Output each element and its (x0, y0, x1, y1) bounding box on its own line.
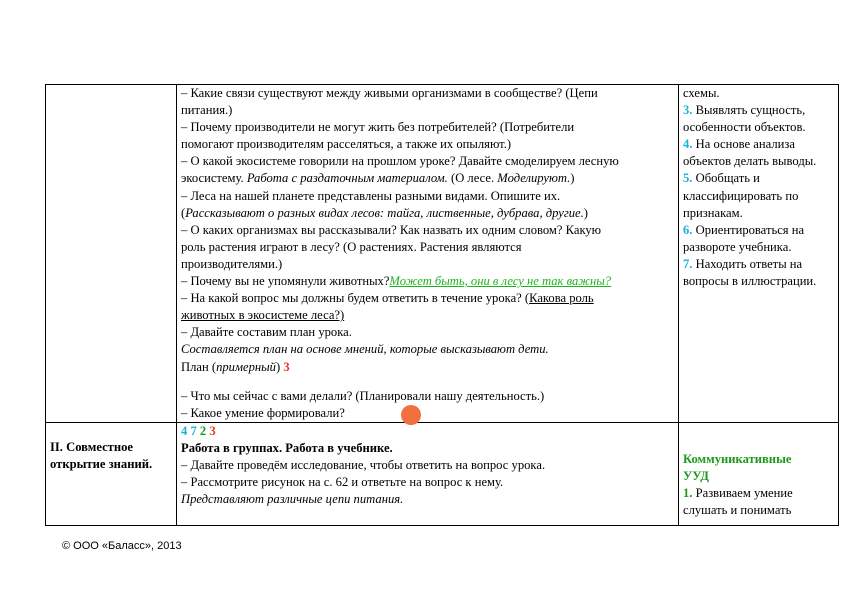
uud-cell (679, 422, 839, 525)
list-item: 4. На основе анализа (683, 137, 795, 152)
text-line: экосистему. Работа с раздаточным материалом. (О лесе. Моделируют.) (181, 171, 575, 186)
text-line: помогают производителям расселяться, а также их опыляют.) (181, 137, 512, 152)
text-line: – Почему вы не упомянули животных?Может быть, они в лесу не так важны? (181, 274, 612, 289)
text-line: – Рассмотрите рисунок на с. 62 и ответьте на вопрос к нему. (181, 475, 504, 490)
text-line: – Какие связи существуют между живыми организмами в сообществе? (Цепи (181, 86, 598, 100)
step-number: 3 (283, 359, 290, 374)
text-line: (Рассказывают о разных видах лесов: тайга, лиственные, дубрава, другие.) (181, 205, 588, 220)
text-line: вопросы в иллюстрации. (683, 274, 817, 289)
uud-heading: УУД (683, 468, 709, 483)
text-line: признакам. (683, 205, 743, 220)
text-line: классифицировать по (683, 188, 799, 203)
section-heading: Работа в группах. Работа в учебнике. (181, 440, 393, 455)
text-line: – На какой вопрос мы должны будем ответить в течение урока? (Какова роль (181, 291, 594, 306)
list-item: 3. Выявлять сущность, (683, 103, 806, 118)
text-line: – Что мы сейчас с вами делали? (Планировали нашу деятельность.) (181, 388, 545, 403)
text-line: – Давайте проведём исследование, чтобы ответить на вопрос урока. (181, 457, 546, 472)
text-line: – О какой экосистеме говорили на прошлом уроке? Давайте смоделируем лесную (181, 154, 619, 169)
text-line: объектов делать выводы. (683, 154, 817, 169)
text-line: производителями.) (181, 256, 283, 271)
green-question: Может быть, они в лесу не так важны? (389, 274, 612, 289)
text-line: – Почему производители не могут жить без потребителей? (Потребители (181, 120, 575, 135)
text-line: развороте учебника. (683, 239, 792, 254)
text-line: План (примерный) 3 (181, 359, 290, 374)
text-line: животных в экосистеме леса?) (181, 308, 345, 323)
uud-cell (679, 85, 839, 423)
text-line: слушать и понимать (683, 503, 792, 518)
text-line: схемы. (683, 86, 720, 100)
stage-cell (46, 422, 177, 525)
text-line: питания.) (181, 103, 233, 118)
uud-heading: Коммуникативные (683, 451, 792, 466)
orange-dot-marker (401, 405, 421, 425)
text-line: – Леса на нашей планете представлены разными видами. Опишите их. (181, 188, 561, 203)
table-row (46, 85, 839, 423)
step-numbers: 4 7 2 3 (181, 423, 216, 438)
list-item: 6. Ориентироваться на (683, 222, 805, 237)
stage-title: II. Совместное открытие знаний. (50, 439, 153, 471)
text-line: особенности объектов. (683, 120, 806, 135)
lesson-table (45, 84, 839, 526)
list-item: 7. Находить ответы на (683, 256, 803, 271)
text-line: – О каких организмах вы рассказывали? Как назвать их одним словом? Какую (181, 222, 602, 237)
table-row (46, 422, 839, 525)
activity-cell (177, 422, 679, 525)
text-line: роль растения играют в лесу? (О растениях. Растения являются (181, 239, 522, 254)
activity-cell (177, 85, 679, 423)
text-line: – Какое умение формировали? (181, 405, 345, 420)
text-line: Составляется план на основе мнений, которые высказывают дети. (181, 342, 549, 357)
stage-cell-empty (46, 85, 177, 423)
copyright-footer: © ООО «Баласс», 2013 (62, 540, 182, 552)
text-line: Представляют различные цепи питания. (181, 492, 404, 507)
text-line: – Давайте составим план урока. (181, 325, 352, 340)
list-item: 1. Развиваем умение (683, 485, 793, 500)
list-item: 5. Обобщать и (683, 171, 760, 186)
